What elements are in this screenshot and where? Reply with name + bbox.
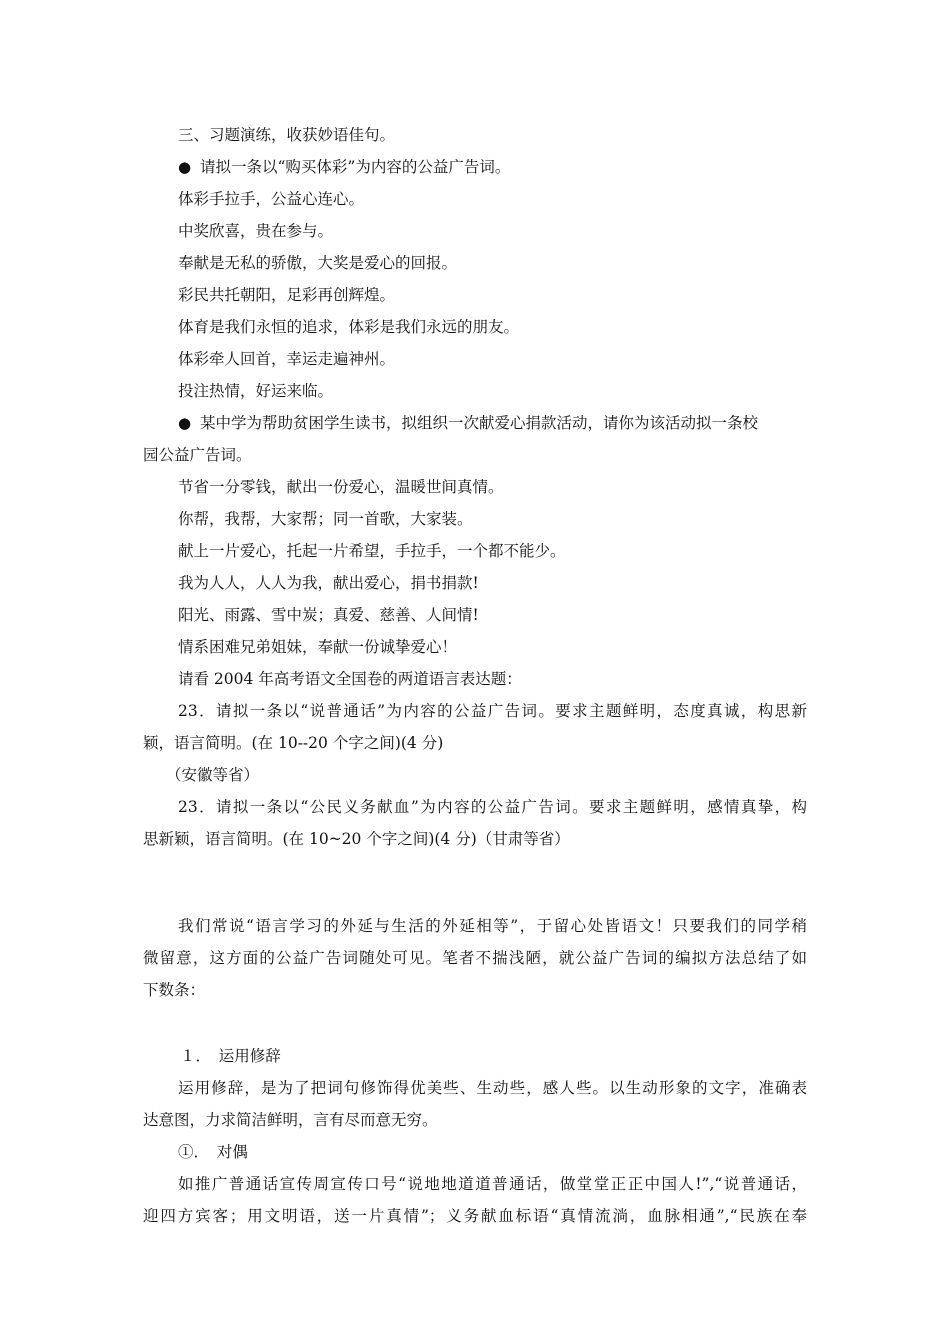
sub-heading-antithesis: ①． 对偶 bbox=[178, 1143, 248, 1161]
answer-line: 你帮，我帮，大家帮；同一首歌，大家装。 bbox=[178, 510, 473, 528]
exam-question-2: 23．请拟一条以“公民义务献血”为内容的公益广告词。要求主题鲜明，感情真挚，构 bbox=[178, 798, 807, 816]
question-2-prompt bbox=[178, 413, 807, 433]
answer-line: 彩民共托朝阳，足彩再创辉煌。 bbox=[178, 286, 396, 304]
answer-line: 节省一分零钱，献出一份爱心，温暖世间真情。 bbox=[178, 478, 504, 496]
method-1-description: 运用修辞，是为了把词句修饰得优美些、生动些，感人些。以生动形象的文字，准确表 bbox=[178, 1079, 807, 1097]
exam-question-2-cont: 思新颖，语言简明。(在 10~20 个字之间)(4 分)（甘肃等省） bbox=[143, 830, 570, 848]
answer-line: 体育是我们永恒的追求，体彩是我们永远的朋友。 bbox=[178, 318, 520, 336]
answer-line: 体彩牵人回首，幸运走遍神州。 bbox=[178, 350, 396, 368]
intro-paragraph-end: 下数条： bbox=[143, 981, 206, 999]
answer-line: 奉献是无私的骄傲，大奖是爱心的回报。 bbox=[178, 254, 458, 272]
exam-intro: 请看 2004 年高考语文全国卷的两道语言表达题： bbox=[178, 670, 522, 688]
intro-paragraph-cont: 微留意，这方面的公益广告词随处可见。笔者不揣浅陋，就公益广告词的编拟方法总结了如 bbox=[143, 949, 807, 967]
exam-question-1-cont: 颖，语言简明。(在 10--20 个字之间)(4 分) bbox=[143, 734, 444, 752]
answer-line: 体彩手拉手，公益心连心。 bbox=[178, 190, 365, 208]
answer-line: 我为人人，人人为我，献出爱心，捐书捐款! bbox=[178, 574, 479, 592]
question-1-prompt bbox=[178, 157, 510, 177]
question-2-text: 某中学为帮助贫困学生读书，拟组织一次献爱心捐款活动，请你为该活动拟一条校 bbox=[200, 414, 759, 432]
answer-line: 阳光、雨露、雪中炭；真爱、慈善、人间情! bbox=[178, 606, 479, 624]
antithesis-example: 如推广普通话宣传周宣传口号“说地地道道普通话，做堂堂正正中国人!”,“说普通话， bbox=[178, 1175, 807, 1193]
answer-line: 投注热情，好运来临。 bbox=[178, 382, 334, 400]
question-2-text-cont: 园公益广告词。 bbox=[143, 446, 252, 464]
section-heading: 三、习题演练，收获妙语佳句。 bbox=[178, 126, 396, 144]
exam-question-1-source: （安徽等省） bbox=[166, 766, 260, 784]
method-1-heading: １． 运用修辞 bbox=[180, 1047, 281, 1065]
antithesis-example-cont: 迎四方宾客；用文明语，送一片真情”；义务献血标语“真情流淌，血脉相通”,“民族在奉 bbox=[143, 1207, 807, 1225]
exam-question-1: 23．请拟一条以“说普通话”为内容的公益广告词。要求主题鲜明，态度真诚，构思新 bbox=[178, 702, 807, 720]
answer-line: 中奖欣喜，贵在参与。 bbox=[178, 222, 334, 240]
bullet-icon: ● bbox=[178, 158, 192, 176]
bullet-icon: ● bbox=[178, 414, 192, 432]
answer-line: 情系困难兄弟姐妹，奉献一份诚挚爱心！ bbox=[178, 638, 458, 656]
answer-line: 献上一片爱心，托起一片希望，手拉手，一个都不能少。 bbox=[178, 542, 566, 560]
intro-paragraph: 我们常说“语言学习的外延与生活的外延相等”，于留心处皆语文！只要我们的同学稍 bbox=[178, 917, 807, 935]
question-1-text: 请拟一条以“购买体彩”为内容的公益广告词。 bbox=[200, 158, 511, 176]
method-1-description-cont: 达意图，力求简洁鲜明，言有尽而意无穷。 bbox=[143, 1111, 438, 1129]
